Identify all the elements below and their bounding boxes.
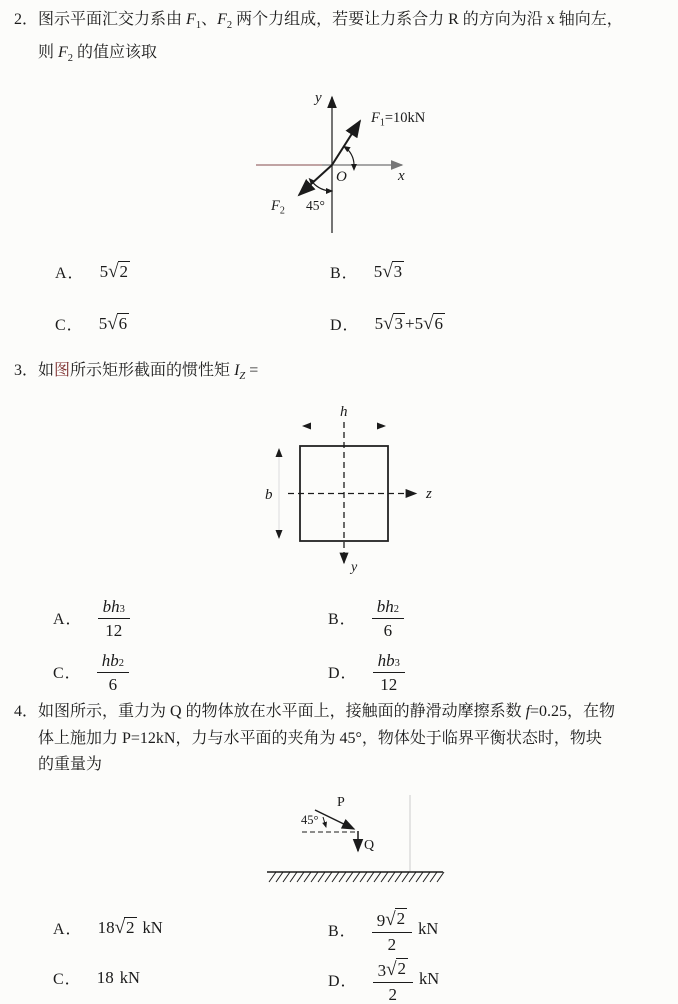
q3-option-a: A． bh 3 12	[53, 596, 130, 639]
sqrt-symbol: √	[108, 261, 119, 282]
force-q-label: Q	[364, 838, 375, 853]
math-5root6: 5√6	[98, 313, 128, 334]
unit-kn: kN	[119, 967, 140, 987]
f1-symbol: F	[186, 11, 196, 28]
f2-angle-arc	[313, 182, 332, 191]
q4-force-diagram	[253, 793, 463, 900]
math-5root3-plus-5root6: 5√3 +5√6	[374, 313, 444, 334]
b-dim-label: b	[265, 487, 273, 503]
angle-45-label: 45°	[301, 813, 319, 827]
sqrt-symbol: √	[382, 261, 393, 282]
sqrt-symbol: √	[423, 313, 434, 334]
fraction-bh3-12: bh 3 12	[98, 596, 130, 639]
q2-force-diagram	[252, 85, 426, 237]
force-p-arrow	[315, 810, 354, 829]
b-dim-arrow-down	[276, 530, 283, 539]
q3-number: 3．	[14, 362, 39, 379]
q4-text-line3: 的重量为	[38, 756, 103, 773]
q4-number: 4．	[14, 703, 39, 720]
math-5root2: 5√2	[99, 261, 128, 282]
f2-symbol: F	[58, 44, 68, 61]
angle-45-label: 45°	[306, 198, 325, 213]
f1-value-label: $F_1=10kN$	[371, 110, 426, 129]
friction-coefficient-symbol: f	[525, 703, 531, 720]
y-axis-label: y	[351, 560, 358, 575]
q2-option-d: D． 5√3 +5√6	[330, 313, 444, 334]
q4-option-d: D． 3 √ 2 2 kN	[328, 956, 439, 1003]
q2-text-line1: 2．图示平面汇交力系由 $F_1$、$F_2$ 两个力组成，若要让力系合力 R 的方向为沿 x 轴向左，	[14, 11, 623, 32]
q2-text-line2: 则 $F_2$ 的值应该取	[38, 44, 158, 65]
sqrt-symbol: √	[107, 313, 118, 334]
math-18: 18	[96, 967, 114, 987]
math-18root2: 18√2	[97, 917, 135, 938]
z-axis-label: z	[426, 486, 432, 502]
q2-option-b: B． 5√3	[330, 261, 403, 282]
unit-kn: kN	[142, 917, 163, 937]
red-tinted-char: 图	[54, 362, 71, 379]
sqrt-symbol: √	[383, 313, 394, 334]
h-dim-arrow-left	[302, 423, 311, 430]
h-dim-arrow-right	[377, 423, 386, 430]
fraction-9root2-2: 9 √ 2 2	[372, 906, 412, 953]
q2-number: 2．	[14, 11, 39, 28]
math-5root3: 5√3	[373, 261, 403, 282]
q3-option-d: D． hb 3 12	[328, 650, 405, 693]
q4-option-b: B． 9 √ 2 2 kN	[328, 906, 438, 953]
fraction-hb3-12: hb 3 12	[373, 650, 405, 693]
sqrt-symbol: √	[114, 917, 125, 938]
ground-hatching	[269, 872, 444, 882]
force-p-label: P	[337, 795, 345, 810]
origin-label: O	[336, 169, 347, 185]
q2-option-c: C． 5√6	[55, 313, 128, 334]
unit-kn: kN	[419, 969, 440, 989]
fraction-3root2-2: 3 √ 2 2	[373, 956, 413, 1003]
fraction-bh2-6: bh 2 6	[372, 596, 404, 639]
y-axis-label: y	[315, 90, 322, 106]
f1-angle-arc	[344, 147, 354, 166]
q4-text-line1: 4．如图所示，重力为 Q 的物体放在水平面上，接触面的静滑动摩擦系数 f=0.25，在物	[14, 703, 616, 720]
sqrt-symbol: √	[385, 908, 396, 930]
q3-section-diagram	[245, 398, 445, 576]
b-dim-arrow-up	[276, 448, 283, 457]
q2-option-a: A． 5√2	[55, 261, 128, 282]
f2-symbol: F	[217, 11, 227, 28]
f2-label: $F_2$	[271, 198, 285, 217]
q4-text-line2: 体上施加力 P=12kN，力与水平面的夹角为 45°，物体处于临界平衡状态时，物块	[38, 730, 602, 747]
inertia-symbol: I	[234, 362, 240, 379]
h-dim-label: h	[340, 404, 348, 420]
sqrt-symbol: √	[386, 958, 397, 980]
x-axis-label: x	[398, 168, 405, 184]
q3-option-b: B． bh 2 6	[328, 596, 404, 639]
angle-45-arc	[323, 817, 326, 827]
q3-option-c: C． hb 2 6	[53, 650, 129, 693]
q4-option-c: C． 18 kN	[53, 967, 140, 988]
fraction-hb2-6: hb 2 6	[97, 650, 129, 693]
q3-text-line: 3．如图所示矩形截面的惯性矩 $I_Z$ =	[14, 362, 259, 383]
q4-option-a: A． 18√2 kN	[53, 917, 163, 938]
f1-arrow	[332, 121, 360, 165]
unit-kn: kN	[418, 919, 439, 939]
